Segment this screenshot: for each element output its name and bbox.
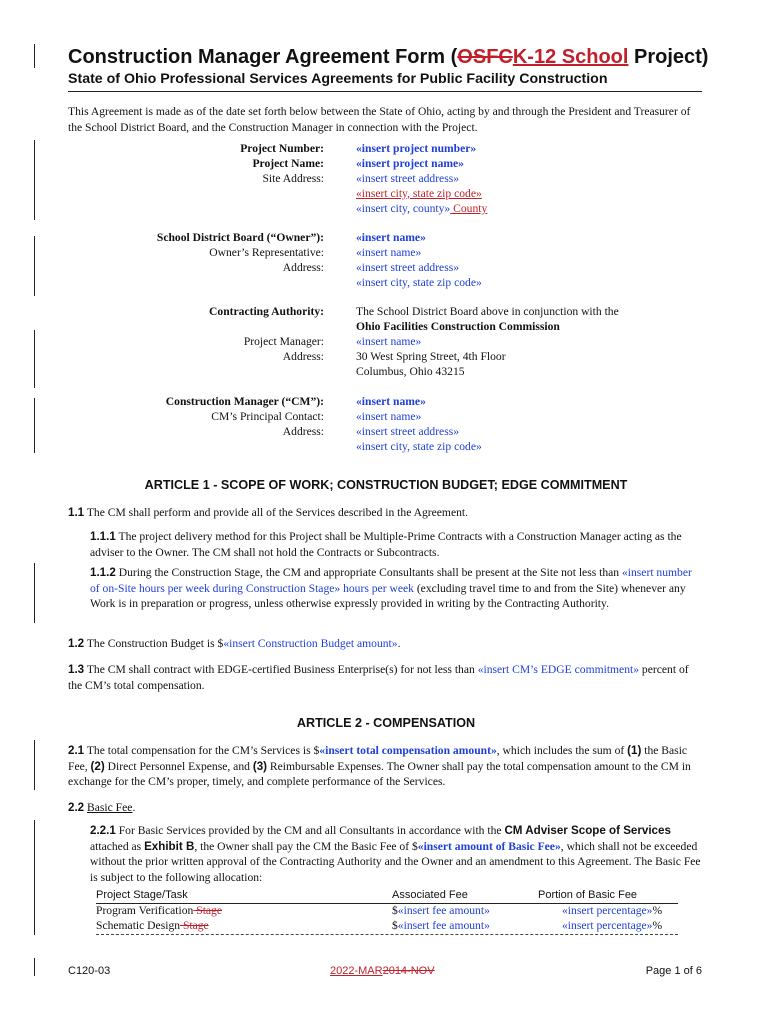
change-bar (34, 330, 35, 388)
project-city-zip: «insert city, state zip code» (356, 186, 482, 200)
owner-values: «insert name» «insert name» «insert street address» «insert city, state zip code» (356, 231, 482, 289)
project-street: «insert street address» (356, 171, 460, 185)
document-title: Construction Manager Agreement Form (OSFCK-12 School Project) (68, 46, 709, 68)
change-bar (34, 563, 35, 623)
section-1-1: 1.1 The CM shall perform and provide all of the Services described in the Agreement. (68, 506, 469, 519)
section-1-1-2: 1.1.2 During the Construction Stage, the CM and appropriate Consultants shall be present at the Site not less than «insert number of on-Site hours per week during Construction Stage» hours per week (excluding travel time to and from the Site) whenever any Work is in preparation or progress, unless otherwise expressly provided in writing by the Contracting Authority. (90, 566, 692, 610)
project-labels: Project Number: Project Name: Site Address: (240, 142, 324, 185)
page-number: Page 1 of 6 (645, 965, 702, 977)
section-1-1-1: 1.1.1 The project delivery method for this Project shall be Multiple-Prime Contracts with a Construction Manager acting as the adviser to the Owner. The CM shall not hold the Contracts or Subcontracts. (90, 530, 682, 559)
project-number: «insert project number» (356, 142, 477, 155)
table-bottom-rule (96, 934, 678, 935)
intro-paragraph: This Agreement is made as of the date set forth below between the State of Ohio, acting by and through the President and Treasurer of the School District Board, and the Construction Manager in connection with the Project. (68, 105, 691, 134)
article-1-heading: ARTICLE 1 - SCOPE OF WORK; CONSTRUCTION BUDGET; EDGE COMMITMENT (144, 478, 628, 492)
change-bar (34, 140, 35, 220)
fee-allocation-table (96, 889, 680, 934)
section-1-3: 1.3 The CM shall contract with EDGE-certified Business Enterprise(s) for not less than «insert CM’s EDGE commitment» percent of the CM’s total compensation. (68, 663, 689, 692)
article-2-heading: ARTICLE 2 - COMPENSATION (296, 716, 476, 730)
revision-date: 2022-MAR2014-NOV (330, 965, 435, 977)
column-header: Associated Fee (392, 889, 468, 901)
owner-labels: School District Board (“Owner”): Owner’s Representative: Address: (156, 231, 324, 274)
cm-values: «insert name» «insert name» «insert street address» «insert city, state zip code» (356, 395, 482, 453)
table-row: Program Verification Stage $«insert fee amount» «insert percentage»% (96, 904, 663, 917)
section-2-2-1: 2.2.1 For Basic Services provided by the CM and all Consultants in accordance with the CM Adviser Scope of Services attached as Exhibit B, the Owner shall pay the CM the Basic Fee of $«insert amount of Basic Fee», which shall not be exceeded without the prior written approval of the Contracting Authority and the Owner and an amendment to this Agreement. The Basic Fee is subject to the following allocation: (90, 824, 701, 884)
change-bar (34, 820, 35, 935)
table-header-row (96, 889, 680, 904)
change-bar (34, 236, 35, 296)
section-2-2: 2.2 Basic Fee. (68, 801, 136, 814)
table-row: Schematic Design Stage $«insert fee amount» «insert percentage»% (96, 919, 663, 932)
inserted-title-text: K-12 School (512, 46, 629, 68)
cm-labels: Construction Manager (“CM”): CM’s Principal Contact: Address: (165, 395, 324, 438)
authority-values: The School District Board above in conjunction with the Ohio Facilities Construction Commission «insert name» 30 West Spring Street, 4th Floor Columbus, Ohio 43215 (356, 305, 619, 378)
section-2-1: 2.1 The total compensation for the CM’s Services is $«insert total compensation amount», which includes the sum of (1) the Basic Fee, (2) Direct Personnel Expense, and (3) Reimbursable Expenses. The Owner shall pay the total compensation amount to the CM in exchange for the CM’s proper, timely, and complete performance of the Services. (68, 744, 691, 788)
form-id: C120-03 (68, 965, 111, 977)
change-bar (34, 958, 35, 976)
project-name: «insert project name» (356, 156, 464, 170)
table-header-rule (96, 903, 678, 904)
struck-title-text: OSFC (457, 46, 513, 68)
authority-labels: Contracting Authority: Project Manager: Address: (209, 305, 324, 363)
change-bar (34, 44, 35, 68)
title-rule (68, 91, 702, 92)
column-header: Project Stage/Task (96, 889, 188, 901)
column-header: Portion of Basic Fee (538, 889, 638, 901)
change-bar (34, 740, 35, 790)
section-1-2: 1.2 The Construction Budget is $«insert Construction Budget amount». (68, 637, 401, 650)
document-subtitle: State of Ohio Professional Services Agreements for Public Facility Construction (68, 71, 608, 87)
change-bar (34, 398, 35, 453)
project-values: «insert project number» «insert project name» «insert street address» «insert city, state zip code» «insert city, county» County (356, 142, 686, 217)
